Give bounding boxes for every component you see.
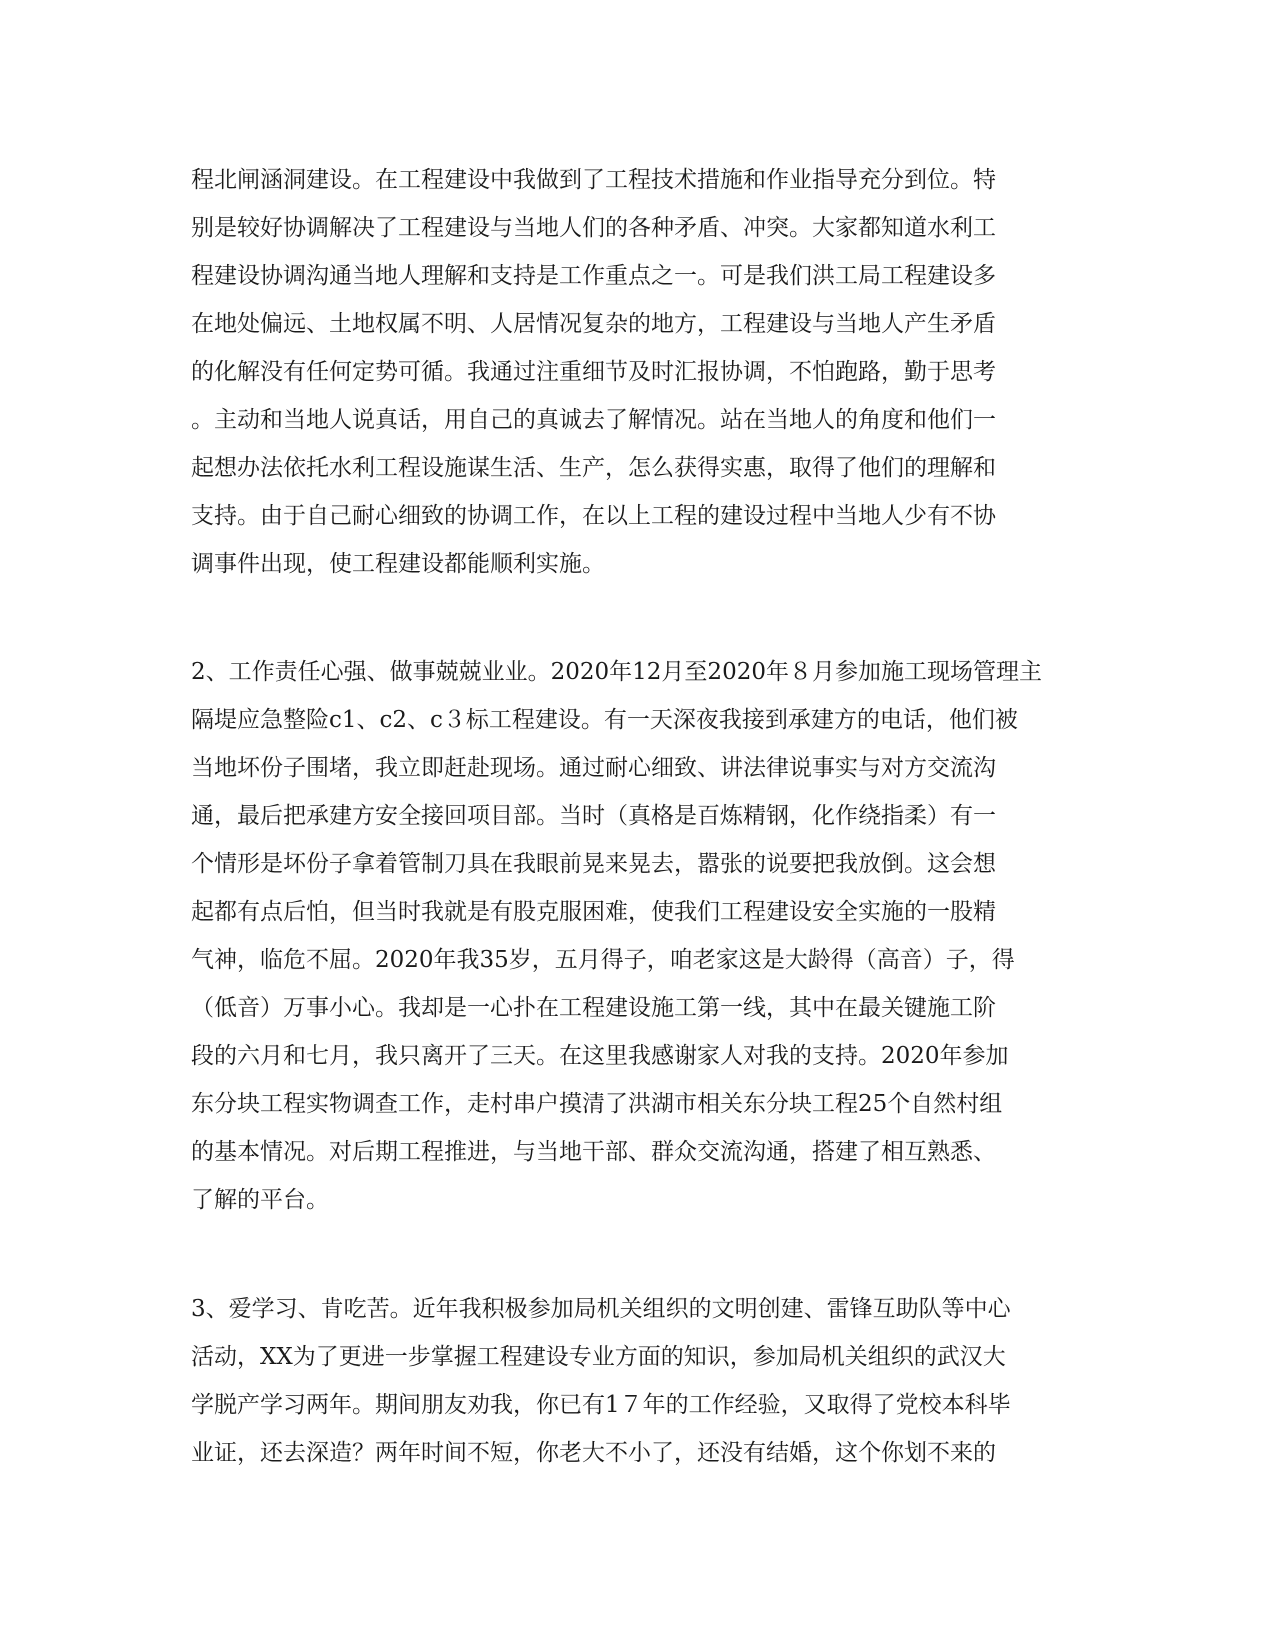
paragraph-line: 当地坏份子围堵，我立即赶赴现场。通过耐心细致、讲法律说事实与对方交流沟 — [191, 755, 996, 781]
paragraph-1 — [191, 156, 1081, 588]
paragraph-line: 学脱产学习两年。期间朋友劝我，你已有1７年的工作经验，又取得了党校本科毕 — [191, 1392, 1011, 1418]
paragraph-line: 的化解没有任何定势可循。我通过注重细节及时汇报协调，不怕跑路，勤于思考 — [191, 359, 996, 385]
paragraph-line: 在地处偏远、土地权属不明、人居情况复杂的地方，工程建设与当地人产生矛盾 — [191, 311, 996, 337]
paragraph-line: 程建设协调沟通当地人理解和支持是工作重点之一。可是我们洪工局工程建设多 — [191, 263, 996, 289]
paragraph-line: 东分块工程实物调查工作，走村串户摸清了洪湖市相关东分块工程25个自然村组 — [191, 1091, 1003, 1117]
paragraph-line: 别是较好协调解决了工程建设与当地人们的各种矛盾、冲突。大家都知道水利工 — [191, 215, 996, 241]
paragraph-line: 。主动和当地人说真话，用自己的真诚去了解情况。站在当地人的角度和他们一 — [191, 407, 996, 433]
paragraph-line: 了解的平台。 — [191, 1187, 329, 1213]
paragraph-line: 业证，还去深造？两年时间不短，你老大不小了，还没有结婚，这个你划不来的 — [191, 1440, 996, 1466]
paragraph-line: 起都有点后怕，但当时我就是有股克服困难，使我们工程建设安全实施的一股精 — [191, 899, 996, 925]
paragraph-3 — [191, 1285, 1081, 1477]
paragraph-2 — [191, 648, 1081, 1224]
paragraph-line: 气神，临危不屈。2020年我35岁，五月得子，咱老家这是大龄得（高音）子，得 — [191, 947, 1015, 973]
paragraph-line: （低音）万事小心。我却是一心扑在工程建设施工第一线，其中在最关键施工阶 — [191, 995, 996, 1021]
paragraph-line: 支持。由于自己耐心细致的协调工作，在以上工程的建设过程中当地人少有不协 — [191, 503, 996, 529]
paragraph-line: 3、爱学习、肯吃苦。近年我积极参加局机关组织的文明创建、雷锋互助队等中心 — [191, 1296, 1011, 1322]
paragraph-line: 调事件出现，使工程建设都能顺利实施。 — [191, 551, 605, 577]
paragraph-line: 程北闸涵洞建设。在工程建设中我做到了工程技术措施和作业指导充分到位。特 — [191, 167, 996, 193]
paragraph-line: 活动，XX为了更进一步掌握工程建设专业方面的知识，参加局机关组织的武汉大 — [191, 1344, 1006, 1370]
paragraph-line: 2、工作责任心强、做事兢兢业业。2020年12月至2020年８月参加施工现场管理主 — [191, 659, 1042, 685]
paragraph-line: 段的六月和七月，我只离开了三天。在这里我感谢家人对我的支持。2020年参加 — [191, 1043, 1009, 1069]
paragraph-line: 的基本情况。对后期工程推进，与当地干部、群众交流沟通，搭建了相互熟悉、 — [191, 1139, 996, 1165]
paragraph-line: 隔堤应急整险c1、c2、c３标工程建设。有一天深夜我接到承建方的电话，他们被 — [191, 707, 1018, 733]
paragraph-line: 起想办法依托水利工程设施谋生活、生产，怎么获得实惠，取得了他们的理解和 — [191, 455, 996, 481]
paragraph-line: 个情形是坏份子拿着管制刀具在我眼前晃来晃去，嚣张的说要把我放倒。这会想 — [191, 851, 996, 877]
paragraph-line: 通，最后把承建方安全接回项目部。当时（真格是百炼精钢，化作绕指柔）有一 — [191, 803, 996, 829]
